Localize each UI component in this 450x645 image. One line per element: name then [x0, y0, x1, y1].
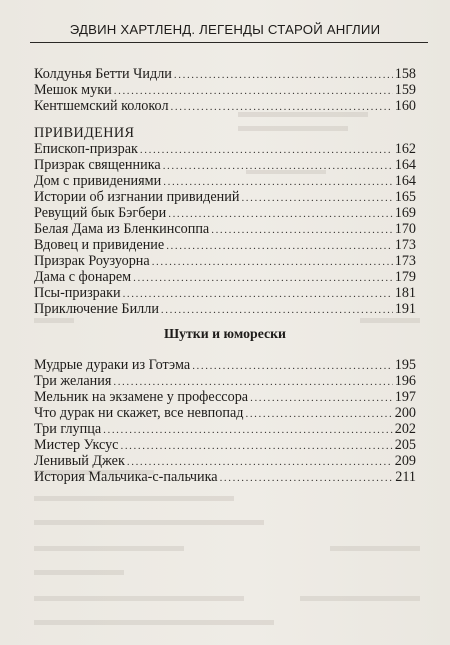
toc-entry[interactable] — [34, 237, 416, 254]
toc-entry-title: Вдовец и привидение — [34, 237, 165, 253]
leader-dots — [171, 99, 393, 116]
toc-entry-title: Ревущий бык Бэгбери — [34, 205, 167, 221]
toc-entry[interactable] — [34, 82, 416, 99]
toc-entry-page: 196 — [394, 373, 416, 389]
toc-entry[interactable] — [34, 157, 416, 174]
show-through-text — [34, 520, 264, 525]
toc-entry[interactable] — [34, 189, 416, 206]
section-heading-jokes: Шутки и юморески — [163, 326, 287, 341]
show-through-text — [34, 318, 74, 323]
running-header: ЭДВИН ХАРТЛЕНД. ЛЕГЕНДЫ СТАРОЙ АНГЛИИ — [69, 22, 381, 37]
toc-entry-title: Что дурак ни скажет, все невпопад — [34, 405, 244, 421]
toc-entry-page: 191 — [394, 301, 416, 317]
toc-entry-page: 202 — [394, 421, 416, 437]
toc-entry-title: Псы-призраки — [34, 285, 121, 301]
toc-entry-title: Истории об изгнании привидений — [34, 189, 240, 205]
toc-entry-title: Епископ-призрак — [34, 141, 138, 157]
header-rule — [30, 42, 428, 43]
toc-entry-title: Белая Дама из Бленкинсоппа — [34, 221, 210, 237]
show-through-text — [300, 596, 420, 601]
show-through-text — [34, 570, 124, 575]
toc-entry-title: Кентшемский колокол — [34, 98, 169, 114]
toc-entry-page: 181 — [394, 285, 416, 301]
leader-dots — [161, 302, 393, 319]
toc-entry-page: 211 — [395, 469, 416, 485]
toc-entry[interactable] — [34, 66, 416, 83]
leader-dots — [220, 470, 394, 487]
toc-entry[interactable] — [34, 437, 416, 454]
toc-entry[interactable] — [34, 405, 416, 422]
toc-entry-title: Приключение Билли — [34, 301, 159, 317]
toc-entry-title: Мельник на экзамене у профессора — [34, 389, 249, 405]
show-through-text — [34, 596, 244, 601]
toc-entry-page: 179 — [394, 269, 416, 285]
toc-entry-page: 160 — [394, 98, 416, 114]
toc-entry[interactable] — [34, 421, 416, 438]
toc-entry-page: 169 — [394, 205, 416, 221]
toc-entry-title: Ленивый Джек — [34, 453, 125, 469]
toc-entry[interactable] — [34, 141, 416, 158]
section-heading-ghosts: ПРИВИДЕНИЯ — [34, 125, 135, 141]
toc-entry-title: Мудрые дураки из Готэма — [34, 357, 191, 373]
toc-entry-page: 209 — [394, 453, 416, 469]
toc-entry[interactable] — [34, 301, 416, 318]
toc-entry[interactable] — [34, 357, 416, 374]
show-through-text — [34, 620, 274, 625]
toc-entry[interactable] — [34, 389, 416, 406]
toc-entry[interactable] — [34, 373, 416, 390]
toc-entry-title: Мистер Уксус — [34, 437, 119, 453]
toc-entry-page: 162 — [394, 141, 416, 157]
toc-entry-page: 165 — [394, 189, 416, 205]
toc-entry[interactable] — [34, 469, 416, 486]
toc-entry-title: Три глупца — [34, 421, 102, 437]
toc-entry-page: 170 — [394, 221, 416, 237]
toc-entry-page: 173 — [394, 237, 416, 253]
toc-entry-page: 195 — [394, 357, 416, 373]
show-through-text — [34, 496, 234, 501]
toc-entry-page: 173 — [394, 253, 416, 269]
toc-entry-title: История Мальчика-с-пальчика — [34, 469, 218, 485]
show-through-text — [238, 126, 348, 131]
toc-entry-page: 205 — [394, 437, 416, 453]
toc-entry[interactable] — [34, 221, 416, 238]
toc-entry-page: 164 — [394, 173, 416, 189]
toc-entry-title: Дом с привидениями — [34, 173, 162, 189]
toc-entry-title: Три желания — [34, 373, 112, 389]
toc-entry-page: 164 — [394, 157, 416, 173]
toc-entry-page: 197 — [394, 389, 416, 405]
toc-entry-title: Мешок муки — [34, 82, 112, 98]
toc-entry-title: Призрак священника — [34, 157, 161, 173]
toc-entry[interactable] — [34, 285, 416, 302]
toc-entry[interactable] — [34, 269, 416, 286]
toc-entry[interactable] — [34, 253, 416, 270]
toc-entry-title: Колдунья Бетти Чидли — [34, 66, 172, 82]
show-through-text — [34, 546, 184, 551]
toc-entry-page: 158 — [394, 66, 416, 82]
toc-entry[interactable] — [34, 205, 416, 222]
toc-entry-page: 159 — [394, 82, 416, 98]
toc-entry-title: Дама с фонарем — [34, 269, 132, 285]
toc-entry[interactable] — [34, 173, 416, 190]
toc-entry[interactable] — [34, 98, 416, 115]
show-through-text — [330, 546, 420, 551]
toc-entry[interactable] — [34, 453, 416, 470]
toc-entry-page: 200 — [394, 405, 416, 421]
toc-entry-title: Призрак Роузуорна — [34, 253, 150, 269]
